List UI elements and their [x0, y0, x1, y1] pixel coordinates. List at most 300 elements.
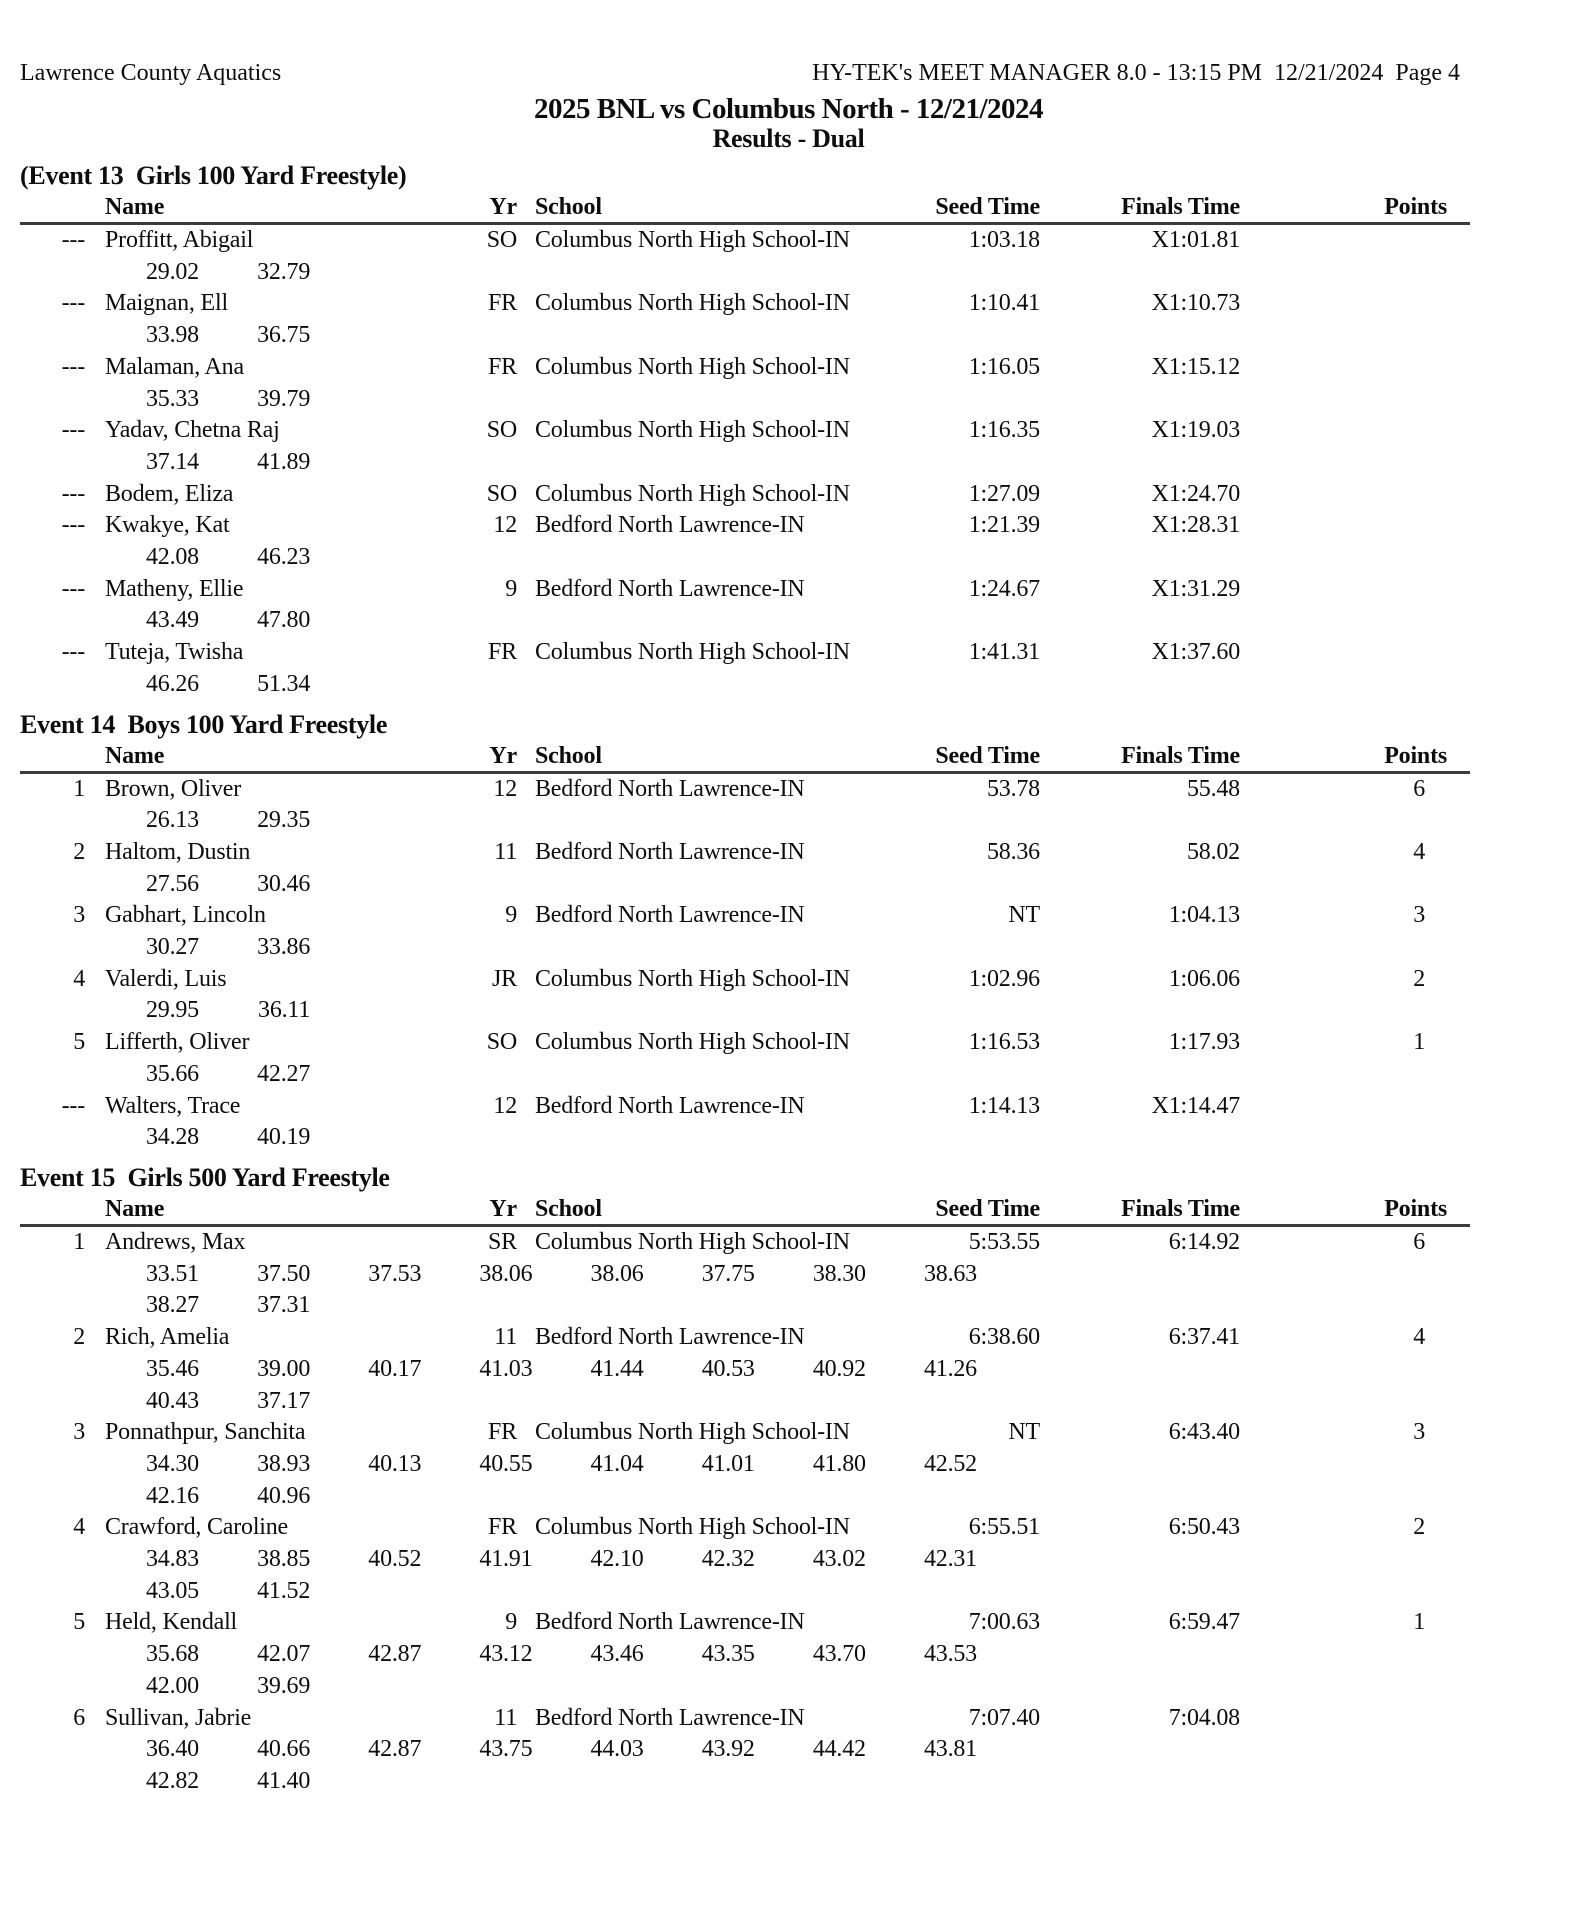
result-row [20, 1322, 1557, 1417]
swimmer-year: FR [488, 639, 517, 666]
seed-time: 5:53.55 [968, 1228, 1040, 1255]
split-time: 41.80 [812, 1450, 866, 1477]
col-header-points: Points [1384, 194, 1447, 220]
school-name: Bedford North Lawrence-IN [535, 838, 805, 865]
swimmer-name: Lifferth, Oliver [105, 1029, 250, 1056]
split-time: 43.53 [923, 1641, 977, 1668]
result-row [20, 574, 1557, 637]
seed-time: 1:27.09 [968, 480, 1040, 507]
place: --- [61, 512, 85, 539]
table-header-row [20, 741, 1470, 774]
splits-line [20, 320, 1557, 352]
split-time: 41.91 [479, 1546, 533, 1573]
school-name: Columbus North High School-IN [535, 1029, 850, 1056]
finals-time: 6:14.92 [1168, 1228, 1240, 1255]
seed-time: NT [1008, 902, 1040, 929]
seed-time: 1:03.18 [968, 227, 1040, 253]
finals-time: X1:10.73 [1151, 290, 1240, 317]
points-value: 3 [1413, 902, 1425, 929]
col-header-tail [1447, 1194, 1462, 1224]
col-header-seed-time: Seed Time [935, 194, 1040, 220]
split-time: 42.00 [145, 1672, 199, 1699]
split-time: 39.00 [257, 1355, 311, 1382]
swimmer-name: Bodem, Eliza [105, 480, 234, 507]
result-row [20, 225, 1557, 288]
place: --- [61, 639, 85, 666]
seed-time: 1:10.41 [968, 290, 1040, 317]
splits-line [20, 669, 1557, 701]
split-time: 42.27 [257, 1060, 311, 1087]
result-row-main [20, 1091, 1470, 1123]
split-time: 37.31 [257, 1292, 311, 1319]
split-time: 39.79 [257, 385, 311, 412]
swimmer-name: Tuteja, Twisha [105, 639, 244, 666]
split-time: 42.07 [257, 1641, 311, 1668]
finals-time: 58.02 [1186, 838, 1240, 865]
school-name: Bedford North Lawrence-IN [535, 1092, 805, 1119]
col-header-tail [1447, 741, 1462, 771]
school-name: Bedford North Lawrence-IN [535, 1704, 805, 1731]
points-value [1240, 352, 1447, 384]
finals-time: X1:28.31 [1151, 512, 1240, 539]
split-time: 42.31 [923, 1546, 977, 1573]
col-header-seed-time: Seed Time [935, 742, 1040, 769]
result-row-main [20, 479, 1470, 511]
document-header [20, 60, 1460, 86]
swimmer-year: 11 [494, 1324, 517, 1351]
split-time: 42.52 [923, 1450, 977, 1477]
split-time: 40.17 [368, 1355, 422, 1382]
finals-time: X1:31.29 [1151, 575, 1240, 602]
place: --- [61, 575, 85, 602]
swimmer-year: SR [488, 1228, 517, 1255]
result-row-main [20, 352, 1470, 384]
result-row-main [20, 415, 1470, 447]
col-header-points: Points [1384, 1195, 1447, 1222]
result-row [20, 1027, 1557, 1090]
split-time: 40.19 [257, 1124, 311, 1151]
split-time: 43.05 [145, 1577, 199, 1604]
points-value [1240, 479, 1447, 511]
points-value: 3 [1413, 1419, 1425, 1446]
row-tail [1447, 510, 1462, 542]
seed-time: 6:55.51 [968, 1514, 1040, 1541]
result-row [20, 1512, 1557, 1607]
event-title: (Event 13 Girls 100 Yard Freestyle) [20, 161, 407, 190]
split-time: 42.32 [701, 1546, 755, 1573]
row-tail [1447, 1703, 1462, 1735]
seed-time: 1:41.31 [968, 639, 1040, 666]
row-tail [1447, 1607, 1462, 1639]
events-container [20, 160, 1557, 1798]
split-time: 42.82 [145, 1767, 199, 1794]
swimmer-year: 11 [494, 838, 517, 865]
school-name: Columbus North High School-IN [535, 290, 850, 317]
points-value: 4 [1413, 1324, 1425, 1351]
swimmer-year: SO [486, 417, 517, 444]
swimmer-year: 12 [493, 512, 517, 539]
split-time: 42.08 [145, 544, 199, 571]
place: 5 [73, 1029, 85, 1056]
split-time: 37.53 [368, 1260, 422, 1287]
result-row [20, 1227, 1557, 1322]
table-header-row [20, 192, 1470, 225]
swimmer-name: Rich, Amelia [105, 1324, 230, 1351]
col-header-seed-time: Seed Time [935, 1195, 1040, 1222]
school-name: Bedford North Lawrence-IN [535, 1324, 805, 1351]
school-name: Bedford North Lawrence-IN [535, 575, 805, 602]
swimmer-name: Yadav, Chetna Raj [105, 417, 280, 444]
col-header-school: School [535, 194, 602, 220]
result-row [20, 1417, 1557, 1512]
split-time: 40.96 [257, 1482, 311, 1509]
split-time: 43.92 [701, 1736, 755, 1763]
splits-line [20, 1449, 1557, 1481]
split-time: 41.01 [701, 1450, 755, 1477]
table-header-row [20, 1194, 1470, 1227]
col-header-finals-time: Finals Time [1121, 1195, 1240, 1222]
points-value [1240, 288, 1447, 320]
split-time: 33.86 [257, 934, 311, 961]
split-time: 38.06 [479, 1260, 533, 1287]
row-tail [1447, 1027, 1462, 1059]
col-header-name: Name [105, 742, 165, 769]
result-row [20, 900, 1557, 963]
result-row-main [20, 637, 1470, 669]
result-row-main [20, 1227, 1470, 1259]
col-header-school: School [535, 1195, 602, 1222]
split-time: 34.83 [145, 1546, 199, 1573]
swimmer-year: SO [486, 227, 517, 253]
split-time: 41.52 [257, 1577, 311, 1604]
points-value [1240, 510, 1447, 542]
results-subtitle: Results - Dual [712, 124, 865, 153]
event-entries [20, 774, 1557, 1154]
seed-time: 1:14.13 [968, 1092, 1040, 1119]
finals-time: 6:43.40 [1168, 1419, 1240, 1446]
split-time: 40.55 [479, 1450, 533, 1477]
split-time: 41.03 [479, 1355, 533, 1382]
school-name: Columbus North High School-IN [535, 417, 850, 444]
swimmer-year: 11 [494, 1704, 517, 1731]
school-name: Columbus North High School-IN [535, 965, 850, 992]
splits-line [20, 1290, 1557, 1322]
points-value: 4 [1413, 838, 1425, 865]
result-row-main [20, 1322, 1470, 1354]
split-time: 41.89 [257, 448, 311, 475]
school-name: Bedford North Lawrence-IN [535, 1609, 805, 1636]
splits-line [20, 605, 1557, 637]
school-name: Columbus North High School-IN [535, 1419, 850, 1446]
row-tail [1447, 774, 1462, 806]
finals-time: 1:04.13 [1168, 902, 1240, 929]
seed-time: 7:07.40 [968, 1704, 1040, 1731]
splits-line [20, 869, 1557, 901]
finals-time: 1:17.93 [1168, 1029, 1240, 1056]
place: --- [61, 290, 85, 317]
swimmer-year: SO [486, 1029, 517, 1056]
splits-line [20, 1734, 1557, 1766]
result-row [20, 288, 1557, 351]
split-time: 36.40 [145, 1736, 199, 1763]
split-time: 41.44 [590, 1355, 644, 1382]
split-time: 36.75 [257, 322, 311, 349]
swimmer-year: SO [486, 480, 517, 507]
result-row-main [20, 225, 1470, 257]
splits-line [20, 1639, 1557, 1671]
seed-time: 1:16.53 [968, 1029, 1040, 1056]
split-time: 40.13 [368, 1450, 422, 1477]
points-value [1240, 225, 1447, 257]
place: --- [61, 480, 85, 507]
split-time: 35.68 [145, 1641, 199, 1668]
col-header-place [20, 741, 85, 771]
split-time: 34.30 [145, 1450, 199, 1477]
meet-title: 2025 BNL vs Columbus North - 12/21/2024 [533, 93, 1043, 125]
school-name: Columbus North High School-IN [535, 353, 850, 380]
col-header-yr: Yr [489, 1195, 517, 1222]
finals-time: 6:37.41 [1168, 1324, 1240, 1351]
split-time: 41.40 [257, 1767, 311, 1794]
points-value [1240, 637, 1447, 669]
split-time: 34.28 [145, 1124, 199, 1151]
col-header-points: Points [1384, 742, 1447, 769]
school-name: Columbus North High School-IN [535, 1514, 850, 1541]
points-value [1240, 415, 1447, 447]
split-time: 39.69 [257, 1672, 311, 1699]
result-row-main [20, 1027, 1470, 1059]
swimmer-name: Brown, Oliver [105, 775, 242, 802]
result-row [20, 479, 1557, 511]
points-value: 2 [1413, 1514, 1425, 1541]
swimmer-year: 9 [505, 575, 517, 602]
school-name: Columbus North High School-IN [535, 480, 850, 507]
split-time: 38.93 [257, 1450, 311, 1477]
splits-line [20, 805, 1557, 837]
finals-time: 7:04.08 [1168, 1704, 1240, 1731]
swimmer-year: FR [488, 353, 517, 380]
swimmer-name: Maignan, Ell [105, 290, 228, 317]
place: 2 [73, 1324, 85, 1351]
finals-time: X1:37.60 [1151, 639, 1240, 666]
seed-time: 7:00.63 [968, 1609, 1040, 1636]
place: 3 [73, 1419, 85, 1446]
event-title: Event 14 Boys 100 Yard Freestyle [20, 709, 388, 739]
result-row-main [20, 900, 1470, 932]
row-tail [1447, 415, 1462, 447]
split-time: 44.03 [590, 1736, 644, 1763]
swimmer-name: Valerdi, Luis [105, 965, 227, 992]
points-value: 1 [1413, 1609, 1425, 1636]
swimmer-name: Walters, Trace [105, 1092, 241, 1119]
finals-time: X1:15.12 [1151, 353, 1240, 380]
split-time: 43.49 [145, 607, 199, 634]
finals-time: 1:06.06 [1168, 965, 1240, 992]
swimmer-year: FR [488, 1419, 517, 1446]
result-row [20, 837, 1557, 900]
splits-line [20, 932, 1557, 964]
place: --- [61, 1092, 85, 1119]
splits-line [20, 995, 1557, 1027]
place: 1 [73, 1228, 85, 1255]
split-time: 38.30 [812, 1260, 866, 1287]
col-header-name: Name [105, 194, 165, 220]
place: 6 [73, 1704, 85, 1731]
col-header-finals-time: Finals Time [1121, 742, 1240, 769]
points-value: 1 [1413, 1029, 1425, 1056]
swimmer-name: Sullivan, Jabrie [105, 1704, 252, 1731]
split-time: 43.70 [812, 1641, 866, 1668]
swimmer-year: 9 [505, 902, 517, 929]
result-row-main [20, 837, 1470, 869]
split-time: 38.63 [923, 1260, 977, 1287]
split-time: 42.16 [145, 1482, 199, 1509]
swimmer-name: Proffitt, Abigail [105, 227, 254, 253]
split-time: 40.66 [257, 1736, 311, 1763]
split-time: 46.26 [145, 670, 199, 697]
swimmer-year: 12 [493, 775, 517, 802]
splits-line [20, 1059, 1557, 1091]
result-row [20, 774, 1557, 837]
event-section [20, 709, 1557, 1154]
split-time: 42.87 [368, 1641, 422, 1668]
split-time: 29.02 [145, 258, 199, 285]
finals-time: 55.48 [1186, 775, 1240, 802]
school-name: Columbus North High School-IN [535, 639, 850, 666]
splits-line [20, 1671, 1557, 1703]
split-time: 44.42 [812, 1736, 866, 1763]
row-tail [1447, 288, 1462, 320]
points-value [1240, 1091, 1447, 1123]
result-row-main [20, 288, 1470, 320]
row-tail [1447, 964, 1462, 996]
col-header-yr: Yr [489, 742, 517, 769]
split-time: 27.56 [145, 870, 199, 897]
split-time: 43.81 [923, 1736, 977, 1763]
event-section [20, 160, 1557, 701]
splits-line [20, 1766, 1557, 1798]
split-time: 43.02 [812, 1546, 866, 1573]
col-header-name: Name [105, 1195, 165, 1222]
splits-line [20, 1481, 1557, 1513]
row-tail [1447, 1322, 1462, 1354]
seed-time: 1:21.39 [968, 512, 1040, 539]
splits-line [20, 1354, 1557, 1386]
splits-line [20, 257, 1557, 289]
splits-line [20, 1576, 1557, 1608]
split-time: 43.35 [701, 1641, 755, 1668]
seed-time: 1:16.05 [968, 353, 1040, 380]
points-value [1240, 1703, 1447, 1735]
split-time: 41.26 [923, 1355, 977, 1382]
place: 2 [73, 838, 85, 865]
split-time: 42.87 [368, 1736, 422, 1763]
place: 1 [73, 775, 85, 802]
row-tail [1447, 1512, 1462, 1544]
split-time: 43.75 [479, 1736, 533, 1763]
swimmer-name: Gabhart, Lincoln [105, 902, 266, 929]
swimmer-name: Haltom, Dustin [105, 838, 251, 865]
split-time: 42.10 [590, 1546, 644, 1573]
split-time: 30.46 [257, 870, 311, 897]
event-section [20, 1162, 1557, 1798]
row-tail [1447, 837, 1462, 869]
finals-time: 6:59.47 [1168, 1609, 1240, 1636]
split-time: 51.34 [257, 670, 311, 697]
result-row [20, 1091, 1557, 1154]
event-entries [20, 1227, 1557, 1798]
school-name: Columbus North High School-IN [535, 227, 850, 253]
swimmer-name: Crawford, Caroline [105, 1514, 289, 1541]
swimmer-year: 9 [505, 1609, 517, 1636]
row-tail [1447, 225, 1462, 257]
split-time: 38.85 [257, 1546, 311, 1573]
splits-line [20, 542, 1557, 574]
col-header-place [20, 1194, 85, 1224]
split-time: 37.75 [701, 1260, 755, 1287]
place: 4 [73, 1514, 85, 1541]
seed-time: 1:16.35 [968, 417, 1040, 444]
result-row-main [20, 1417, 1470, 1449]
split-time: 35.66 [145, 1060, 199, 1087]
result-row [20, 637, 1557, 700]
finals-time: X1:01.81 [1151, 227, 1240, 253]
split-time: 35.33 [145, 385, 199, 412]
place: --- [61, 417, 85, 444]
event-entries [20, 225, 1557, 701]
place: --- [61, 227, 85, 253]
place: 5 [73, 1609, 85, 1636]
software-page-info: HY-TEK's MEET MANAGER 8.0 - 13:15 PM 12/21/2024 Page 4 [812, 60, 1460, 86]
splits-line [20, 1259, 1557, 1291]
row-tail [1447, 1091, 1462, 1123]
col-header-school: School [535, 742, 602, 769]
split-time: 40.52 [368, 1546, 422, 1573]
split-time: 32.79 [257, 258, 311, 285]
finals-time: X1:19.03 [1151, 417, 1240, 444]
result-row-main [20, 1703, 1470, 1735]
swimmer-name: Matheny, Ellie [105, 575, 244, 602]
split-time: 43.12 [479, 1641, 533, 1668]
splits-line [20, 1386, 1557, 1418]
row-tail [1447, 479, 1462, 511]
row-tail [1447, 637, 1462, 669]
finals-time: 6:50.43 [1168, 1514, 1240, 1541]
split-time: 38.27 [145, 1292, 199, 1319]
split-time: 30.27 [145, 934, 199, 961]
split-time: 37.50 [257, 1260, 311, 1287]
points-value: 6 [1413, 775, 1425, 802]
school-name: Bedford North Lawrence-IN [535, 775, 805, 802]
school-name: Columbus North High School-IN [535, 1228, 850, 1255]
row-tail [1447, 900, 1462, 932]
split-time: 26.13 [145, 807, 199, 834]
row-tail [1447, 352, 1462, 384]
swimmer-year: 12 [493, 1092, 517, 1119]
splits-line [20, 1544, 1557, 1576]
swimmer-name: Andrews, Max [105, 1228, 246, 1255]
row-tail [1447, 1417, 1462, 1449]
school-name: Bedford North Lawrence-IN [535, 902, 805, 929]
seed-time: 1:02.96 [968, 965, 1040, 992]
col-header-tail [1447, 192, 1462, 222]
swimmer-name: Held, Kendall [105, 1609, 238, 1636]
result-row-main [20, 1607, 1470, 1639]
seed-time: 58.36 [986, 838, 1040, 865]
swimmer-year: FR [488, 1514, 517, 1541]
split-time: 40.92 [812, 1355, 866, 1382]
swimmer-name: Ponnathpur, Sanchita [105, 1419, 306, 1446]
